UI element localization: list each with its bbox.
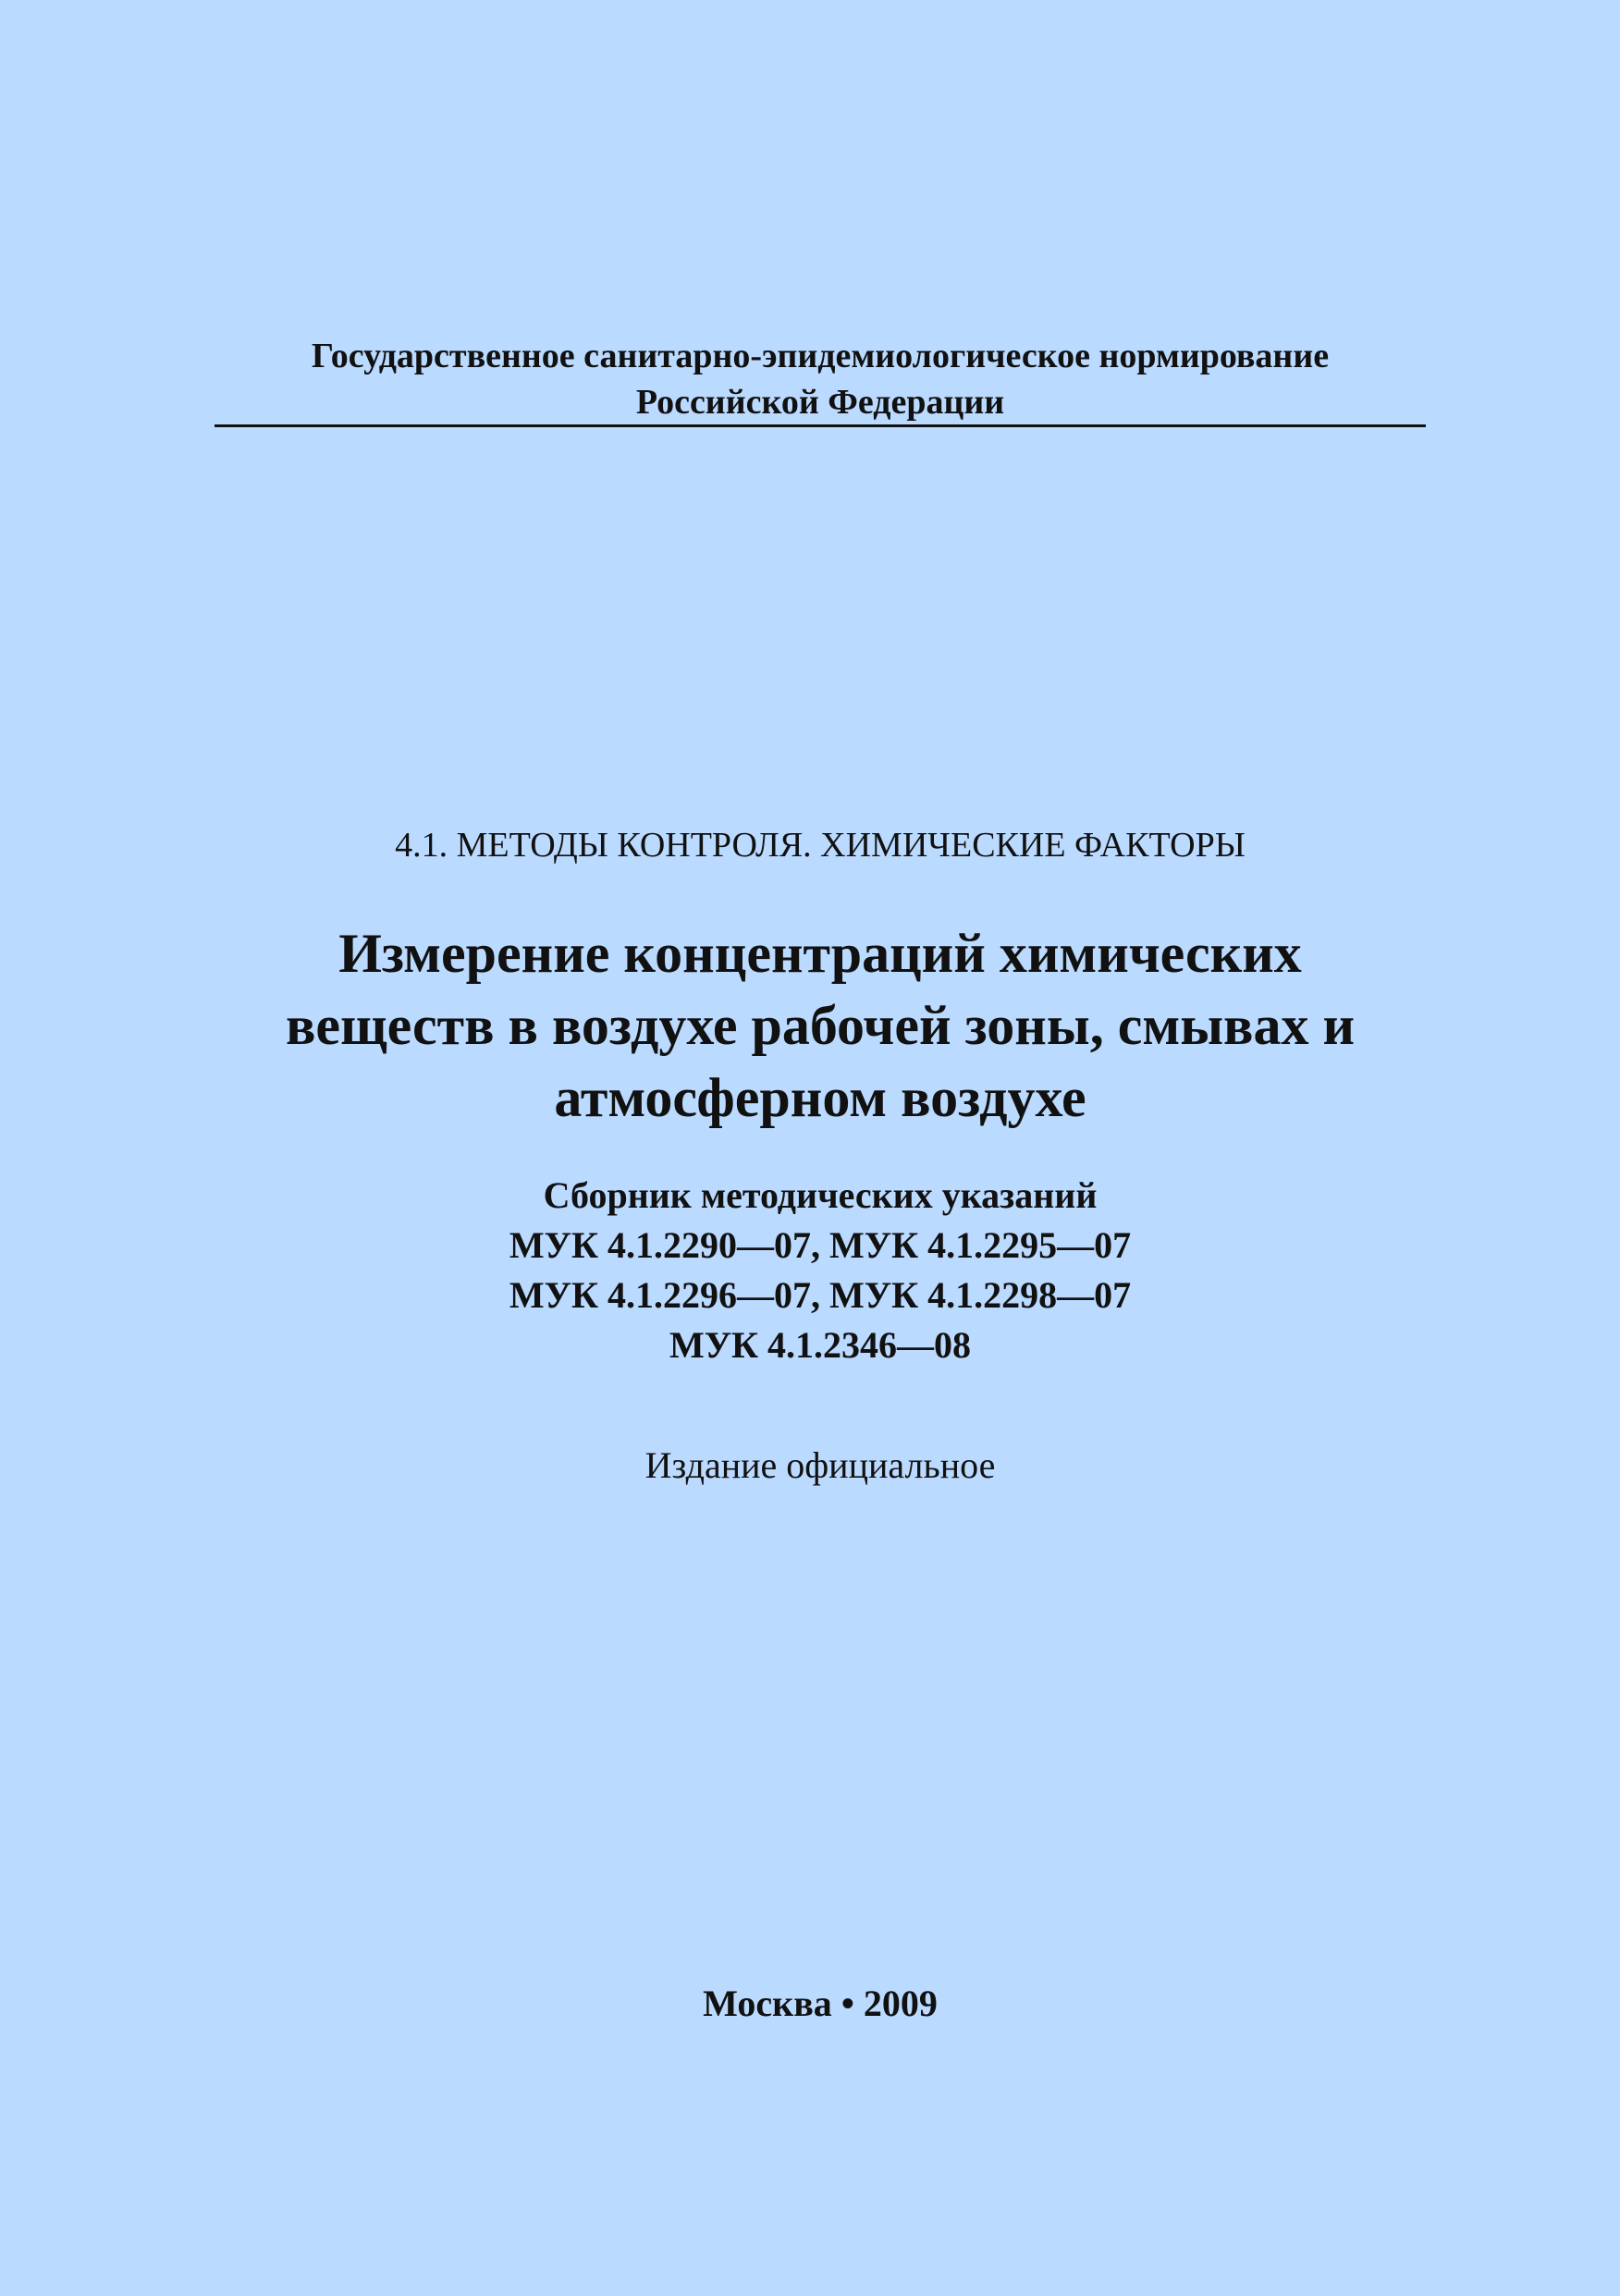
- header-line-1: Государственное санитарно-эпидемиологическое нормирование: [311, 337, 1330, 375]
- header-line-2: Российской Федерации: [635, 383, 1005, 422]
- collection-codes-line-2: МУК 4.1.2296—07, МУК 4.1.2298—07: [509, 1274, 1132, 1316]
- collection-label: Сборник методических указаний: [543, 1174, 1098, 1216]
- document-title: [139, 917, 1502, 1134]
- title-line-2: веществ в воздухе рабочей зоны, смывах и: [285, 995, 1356, 1056]
- issuing-authority-header: [215, 333, 1426, 425]
- collection-info: [215, 1171, 1426, 1370]
- edition-note: Издание официальное: [644, 1444, 996, 1486]
- title-line-1: Измерение концентраций химических: [338, 923, 1302, 984]
- imprint-year: 2009: [863, 1983, 938, 2024]
- imprint: [215, 1979, 1426, 2029]
- series-heading: 4.1. МЕТОДЫ КОНТРОЛЯ. ХИМИЧЕСКИЕ ФАКТОРЫ: [395, 826, 1246, 865]
- title-line-3: атмосферном воздухе: [554, 1067, 1086, 1128]
- collection-codes-line-1: МУК 4.1.2290—07, МУК 4.1.2295—07: [509, 1224, 1132, 1266]
- imprint-separator: •: [841, 1983, 854, 2024]
- header-divider: [215, 424, 1426, 427]
- imprint-city: Москва: [703, 1983, 832, 2024]
- collection-codes-line-3: МУК 4.1.2346—08: [669, 1324, 972, 1366]
